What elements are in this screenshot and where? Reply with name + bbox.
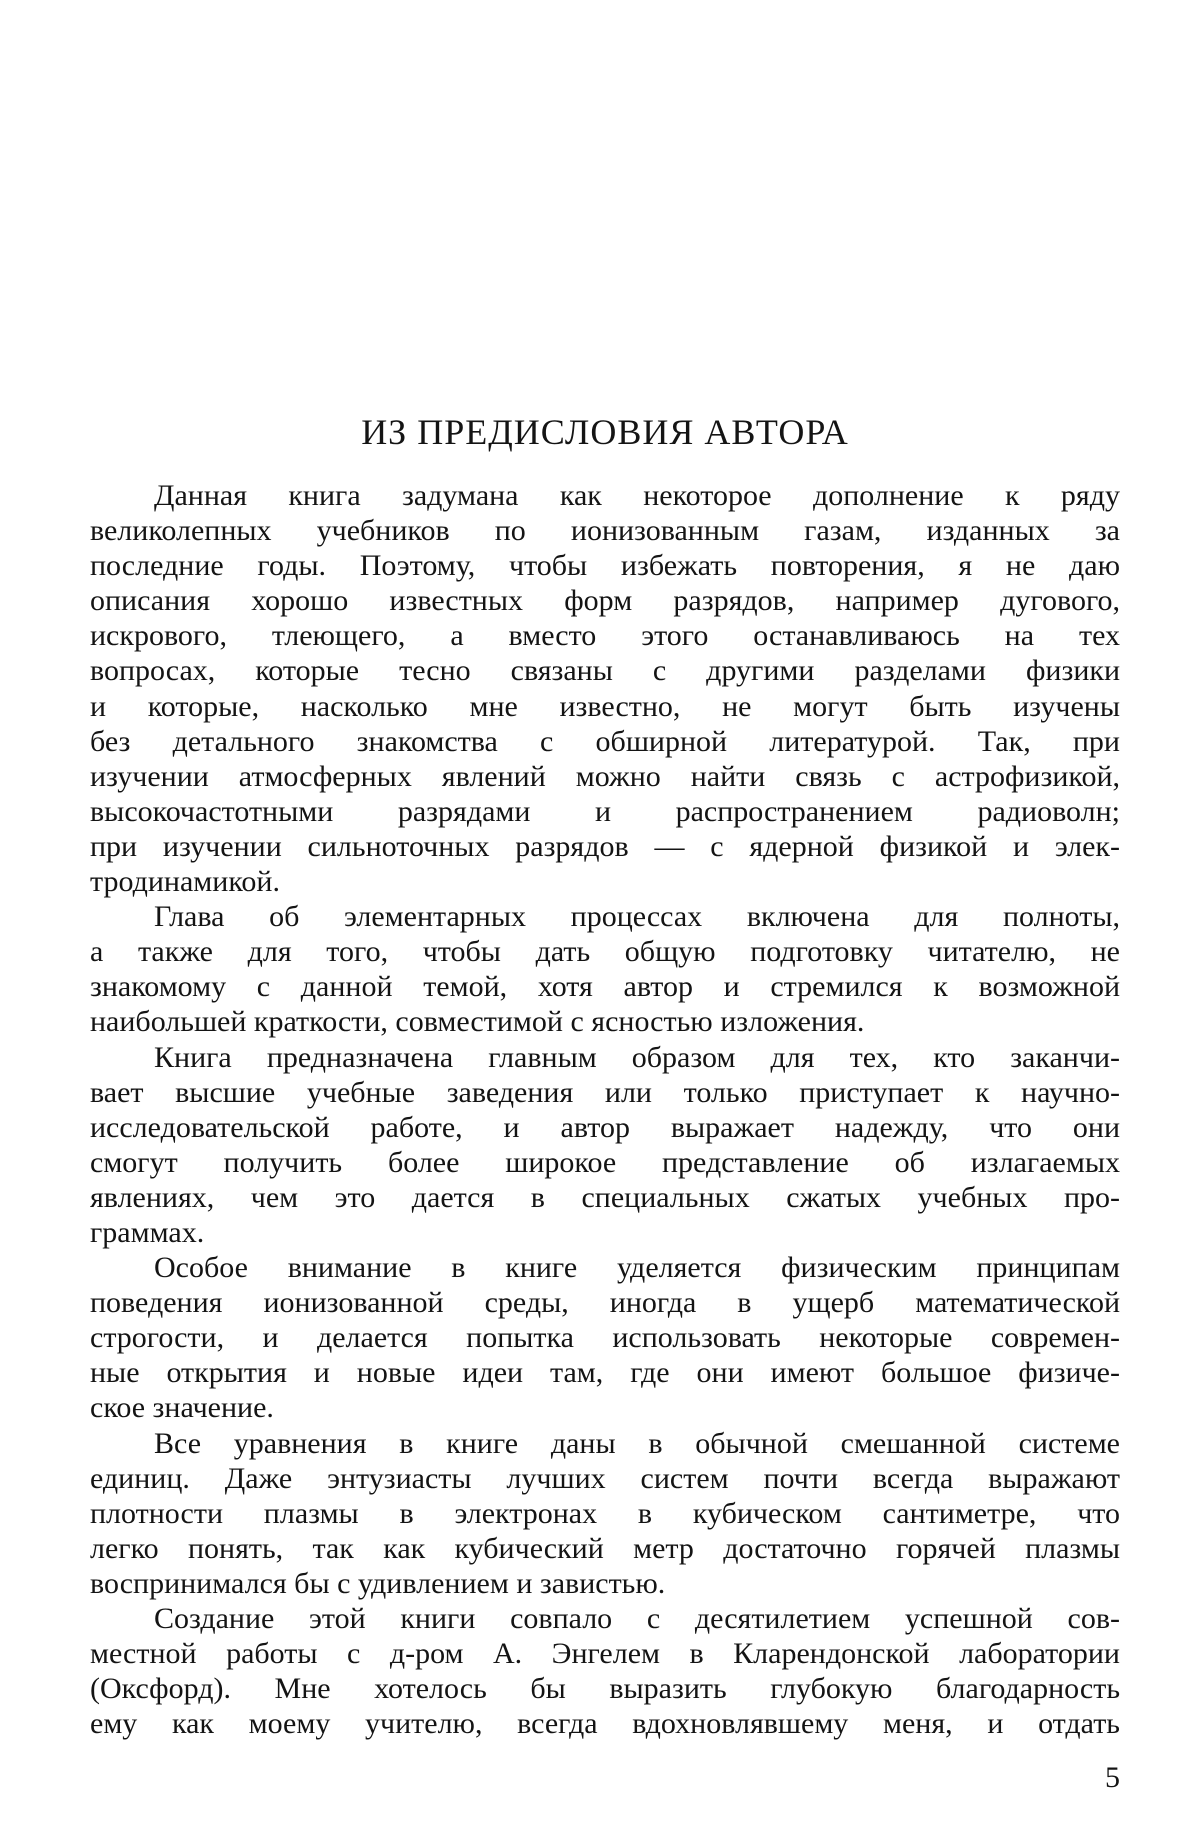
text-line: Данная книга задумана как некоторое дополнение к ряду [154, 479, 1120, 512]
text-line: наибольшей краткости, совместимой с ясностью изложения. [90, 1005, 865, 1039]
text-line: Особое внимание в книге уделяется физическим принципам [154, 1251, 1120, 1285]
page-title: ИЗ ПРЕДИСЛОВИЯ АВТОРА [361, 412, 849, 452]
text-line: (Оксфорд). Мне хотелось бы выразить глубокую благодарность [90, 1672, 1120, 1706]
text-line: ные открытия и новые идеи там, где они имеют большое физиче- [90, 1356, 1120, 1390]
body-text [90, 478, 1120, 1741]
text-line: великолепных учебников по ионизованным газам, изданных за [90, 514, 1120, 548]
text-line: высокочастотными разрядами и распространением радиоволн; [90, 794, 1120, 828]
text-line: граммах. [90, 1215, 205, 1249]
text-line: изучении атмосферных явлений можно найти связь с астрофизикой, [90, 759, 1120, 793]
text-line: вает высшие учебные заведения или только приступает к научно- [90, 1075, 1120, 1109]
text-line: Все уравнения в книге даны в обычной смешанной системе [154, 1426, 1120, 1460]
text-line: Создание этой книги совпало с десятилетием успешной сов- [154, 1602, 1120, 1635]
text-line: ское значение. [90, 1391, 274, 1425]
page-number: 5 [1105, 1761, 1120, 1794]
text-line: последние годы. Поэтому, чтобы избежать повторения, я не даю [90, 549, 1120, 583]
text-line: местной работы с д-ром А. Энгелем в Кларендонской лаборатории [90, 1637, 1120, 1671]
text-line: Книга предназначена главным образом для тех, кто заканчи- [154, 1040, 1120, 1074]
text-line: ему как моему учителю, всегда вдохновлявшему меня, и отдать [90, 1707, 1120, 1741]
text-line: без детального знакомства с обширной литературой. Так, при [90, 724, 1120, 758]
text-line: смогут получить более широкое представление об излагаемых [90, 1145, 1120, 1179]
text-line: тродинамикой. [90, 865, 280, 899]
text-line: искрового, тлеющего, а вместо этого останавливаюсь на тех [90, 619, 1120, 653]
text-line: исследовательской работе, и автор выражает надежду, что они [90, 1110, 1120, 1144]
text-line: описания хорошо известных форм разрядов, например дугового, [90, 584, 1120, 618]
text-line: а также для того, чтобы дать общую подготовку читателю, не [90, 935, 1120, 969]
text-line: при изучении сильноточных разрядов — с ядерной физикой и элек- [90, 829, 1120, 863]
text-line: Глава об элементарных процессах включена для полноты, [154, 900, 1120, 934]
text-line: вопросах, которые тесно связаны с другими разделами физики [90, 654, 1120, 688]
text-line: строгости, и делается попытка использовать некоторые современ- [90, 1321, 1120, 1355]
text-line: знакомому с данной темой, хотя автор и стремился к возможной [90, 970, 1120, 1004]
text-line: легко понять, так как кубический метр достаточно горячей плазмы [90, 1531, 1120, 1565]
text-line: поведения ионизованной среды, иногда в ущерб математической [90, 1286, 1120, 1320]
text-line: единиц. Даже энтузиасты лучших систем почти всегда выражают [90, 1461, 1120, 1495]
text-line: явлениях, чем это дается в специальных сжатых учебных про- [90, 1180, 1120, 1214]
text-line: плотности плазмы в электронах в кубическом сантиметре, что [90, 1496, 1120, 1530]
text-line: и которые, насколько мне известно, не могут быть изучены [90, 689, 1120, 723]
text-line: воспринимался бы с удивлением и завистью. [90, 1566, 666, 1600]
